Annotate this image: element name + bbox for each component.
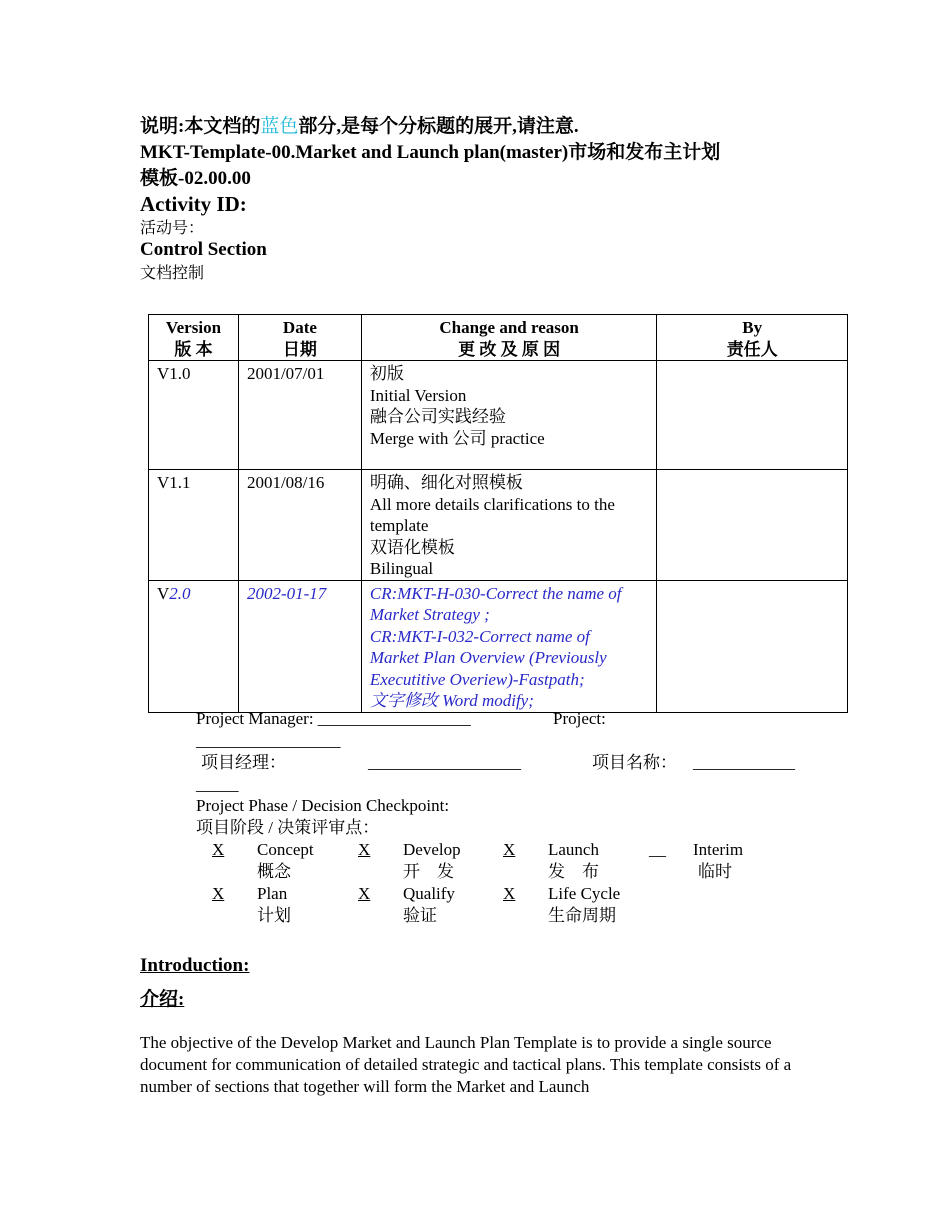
note-blue-word: 蓝色 xyxy=(260,116,299,137)
cell-version: V2.0 xyxy=(149,580,239,712)
header-version: Version 版 本 xyxy=(149,315,239,361)
checkpoint-qualify-cn: 验证 xyxy=(403,906,437,925)
cell-change: CR:MKT-H-030-Correct the name of Market Strategy ; CR:MKT-I-032-Correct name of Market Plan Overview (Previously Executitive Overiew)-Fastpath; 文字修改 Word modify; xyxy=(361,580,657,712)
control-section-cn: 文档控制 xyxy=(140,263,205,282)
checkpoint-launch-cn: 发 布 xyxy=(548,862,599,881)
checkpoint-mark: X xyxy=(212,884,225,903)
project-name-cn-line: ____________ xyxy=(693,753,795,772)
cell-date: 2001/08/16 xyxy=(238,470,361,581)
table-header-row xyxy=(149,315,848,361)
table-row xyxy=(149,470,848,581)
checkpoint-life-cycle-cn: 生命周期 xyxy=(548,906,616,925)
checkpoint-mark: X xyxy=(212,840,225,859)
cell-version: V1.0 xyxy=(149,361,239,470)
checkpoint-develop-cn: 开 发 xyxy=(403,862,454,881)
table-row xyxy=(149,361,848,470)
phase-label-cn: 项目阶段 / 决策评审点： xyxy=(196,818,380,837)
project-manager-cn: 项目经理： xyxy=(201,753,286,772)
document-title: MKT-Template-00.Market and Launch plan(master)市场和发布主计划 xyxy=(140,142,721,163)
checkpoint-mark: X xyxy=(358,840,371,859)
introduction-paragraph: The objective of the Develop Market and Launch Plan Template is to provide a single source document for communication of detailed strategic and tactical plans. This template consists of a number of sections that together will form the Market and Launch xyxy=(140,1033,792,1096)
note-suffix: 部分,是每个分标题的展开,请注意. xyxy=(298,116,579,137)
header-date: Date 日期 xyxy=(238,315,361,361)
checkpoint-interim: Interim xyxy=(693,840,744,859)
checkpoint-concept-cn: 概念 xyxy=(257,862,291,881)
checkpoint-life-cycle: Life Cycle xyxy=(548,884,621,903)
control-table xyxy=(148,314,848,713)
checkpoint-develop: Develop xyxy=(403,840,461,859)
introduction-heading-cn: 介绍: xyxy=(140,989,185,1010)
note-prefix: 说明:本文档的 xyxy=(140,116,261,137)
checkpoint-mark: __ xyxy=(649,840,666,859)
checkpoint-qualify: Qualify xyxy=(403,884,455,903)
checkpoint-interim-cn: 临时 xyxy=(698,862,732,881)
table-row xyxy=(149,580,848,712)
control-section-heading: Control Section xyxy=(140,239,267,260)
checkpoint-plan: Plan xyxy=(257,884,288,903)
checkpoint-concept: Concept xyxy=(257,840,314,859)
checkpoint-plan-cn: 计划 xyxy=(257,906,291,925)
checkpoint-mark: X xyxy=(358,884,371,903)
introduction-heading: Introduction: xyxy=(140,955,250,976)
project-manager-label: Project Manager: __________________ xyxy=(196,709,471,728)
cell-change: 明确、细化对照模板 All more details clarifications to the template 双语化模板 Bilingual xyxy=(361,470,657,581)
header-by: By 责任人 xyxy=(657,315,848,361)
instruction-note xyxy=(140,114,579,140)
project-name-line: _________________ xyxy=(196,731,341,750)
cell-by xyxy=(657,470,848,581)
activity-id-label: Activity ID: xyxy=(140,192,247,216)
project-manager-cn-line: __________________ xyxy=(368,753,521,772)
cell-by xyxy=(657,361,848,470)
cell-date: 2002-01-17 xyxy=(238,580,361,712)
project-name-cn-line2: _____ xyxy=(196,775,239,794)
project-name-cn: 项目名称： xyxy=(592,753,677,772)
cell-by xyxy=(657,580,848,712)
phase-label: Project Phase / Decision Checkpoint: xyxy=(196,796,450,815)
cell-date: 2001/07/01 xyxy=(238,361,361,470)
checkpoint-launch: Launch xyxy=(548,840,599,859)
document-title-line2: 模板-02.00.00 xyxy=(140,168,251,189)
project-label: Project: xyxy=(553,709,606,728)
cell-version: V1.1 xyxy=(149,470,239,581)
checkpoint-mark: X xyxy=(503,840,516,859)
activity-id-cn: 活动号： xyxy=(140,218,205,237)
cell-change: 初版 Initial Version 融合公司实践经验 Merge with 公司 practice xyxy=(361,361,657,470)
checkpoint-mark: X xyxy=(503,884,516,903)
header-change: Change and reason 更 改 及 原 因 xyxy=(361,315,657,361)
